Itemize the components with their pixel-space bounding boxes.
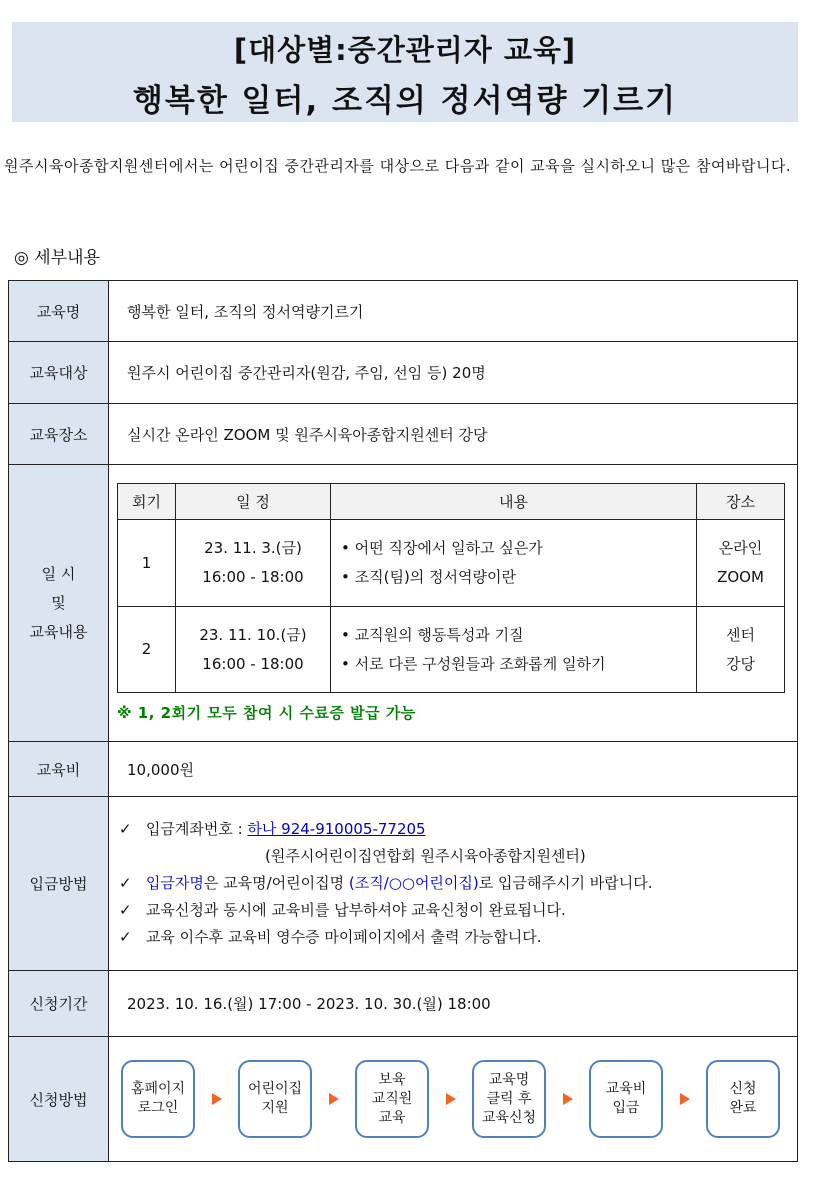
date-header: 일 정: [176, 484, 331, 520]
session-date: [176, 607, 331, 693]
session-content-item: • 조직(팀)의 정서역량이란: [341, 568, 516, 586]
check-icon: ✓: [119, 928, 132, 946]
session-content: [331, 520, 697, 607]
session-venue-line: 온라인: [718, 539, 763, 557]
title-banner: [12, 22, 798, 122]
session-venue: [697, 520, 785, 607]
schedule-label-line1: 일 시: [41, 564, 76, 583]
schedule-row: [118, 607, 785, 693]
application-steps: [109, 1060, 797, 1138]
venue-header: 장소: [697, 484, 785, 520]
target-value: 원주시 어린이집 중간관리자(원감, 주임, 선임 등) 20명: [109, 342, 798, 404]
schedule-label-line3: 교육내용: [29, 622, 88, 641]
row-payment: [9, 797, 798, 971]
row-method: [9, 1037, 798, 1162]
account-number-link[interactable]: 하나 924-910005-77205: [247, 820, 426, 838]
payment-deadline-text: 교육신청과 동시에 교육비를 납부하셔야 교육신청이 완료됩니다.: [145, 901, 566, 919]
check-icon: ✓: [119, 820, 132, 838]
arrow-right-icon: [563, 1093, 573, 1105]
session-content-item: • 어떤 직장에서 일하고 싶은가: [341, 539, 543, 557]
row-target: [9, 342, 798, 404]
session-time-line: 16:00 - 18:00: [202, 654, 304, 673]
session-number: 1: [118, 520, 176, 607]
session-time-line: 16:00 - 18:00: [202, 568, 304, 586]
account-prefix: 입금계좌번호 :: [145, 820, 248, 838]
check-icon: ✓: [119, 901, 132, 919]
step-daycare-support: 어린이집 지원: [238, 1060, 312, 1138]
row-course-name: [9, 281, 798, 342]
title-category: [대상별:중간관리자 교육]: [233, 33, 577, 67]
detail-table: [8, 280, 798, 1162]
step-fee-payment: 교육비 입금: [589, 1060, 663, 1138]
session-content-item: • 교직원의 행동특성과 기질: [341, 625, 524, 644]
place-value: 실시간 온라인 ZOOM 및 원주시육아종합지원센터 강당: [109, 404, 798, 465]
session-date-line: 23. 11. 3.(금): [204, 539, 302, 557]
check-icon: ✓: [119, 874, 132, 892]
certificate-note: ※ 1, 2회기 모두 참여 시 수료증 발급 가능: [117, 704, 416, 722]
payment-deadline-line: [119, 897, 796, 924]
arrow-right-icon: [329, 1093, 339, 1105]
arrow-right-icon: [446, 1093, 456, 1105]
account-holder: (원주시어린이집연합회 원주시육아종합지원센터): [265, 847, 586, 865]
fee-value: 10,000원: [109, 742, 798, 797]
receipt-line: [119, 924, 796, 951]
session-venue: [697, 607, 785, 693]
fee-label: 교육비: [9, 742, 109, 797]
step-course-apply: 교육명 클릭 후 교육신청: [472, 1060, 546, 1138]
period-value: 2023. 10. 16.(월) 17:00 - 2023. 10. 30.(월) 18:00: [109, 971, 798, 1037]
schedule-header-row: [118, 484, 785, 520]
receipt-text: 교육 이수후 교육비 영수증 마이페이지에서 출력 가능합니다.: [145, 928, 542, 946]
schedule-table: [117, 483, 785, 693]
row-period: [9, 971, 798, 1037]
schedule-label-line2: 및: [51, 593, 66, 612]
step-staff-education: 보육 교직원 교육: [355, 1060, 429, 1138]
row-schedule: [9, 465, 798, 742]
arrow-right-icon: [680, 1093, 690, 1105]
course-name-value: 행복한 일터, 조직의 정서역량기르기: [109, 281, 798, 342]
target-label: 교육대상: [9, 342, 109, 404]
payment-cell: [109, 797, 798, 971]
session-number: 2: [118, 607, 176, 693]
depositor-format: (조직/○○어린이집): [348, 874, 479, 892]
payment-label: 입금방법: [9, 797, 109, 971]
schedule-row: [118, 520, 785, 607]
intro-text: 원주시육아종합지원센터에서는 어린이집 중간관리자를 대상으로 다음과 같이 교육을 실시하오니 많은 참여바랍니다.: [4, 157, 792, 175]
course-name-label: 교육명: [9, 281, 109, 342]
page-title: 행복한 일터, 조직의 정서역량 기르기: [132, 83, 678, 119]
depositor-label: 입금자명: [145, 874, 204, 892]
row-fee: [9, 742, 798, 797]
period-label: 신청기간: [9, 971, 109, 1037]
account-line: [119, 816, 796, 843]
session-content: [331, 607, 697, 693]
row-place: [9, 404, 798, 465]
depositor-suffix: 로 입금해주시기 바랍니다.: [478, 874, 653, 892]
session-venue-line: ZOOM: [717, 568, 764, 586]
method-cell: [109, 1037, 798, 1162]
session-date-line: 23. 11. 10.(금): [199, 625, 307, 644]
schedule-label: [9, 465, 109, 742]
session-header: 회기: [118, 484, 176, 520]
method-label: 신청방법: [9, 1037, 109, 1162]
depositor-line: [119, 870, 796, 897]
step-login: 홈페이지 로그인: [121, 1060, 195, 1138]
section-title: ◎ 세부내용: [14, 248, 100, 268]
place-label: 교육장소: [9, 404, 109, 465]
session-date: [176, 520, 331, 607]
content-header: 내용: [331, 484, 697, 520]
arrow-right-icon: [212, 1093, 222, 1105]
schedule-cell: [109, 465, 798, 742]
session-content-item: • 서로 다른 구성원들과 조화롭게 일하기: [341, 654, 606, 673]
step-complete: 신청 완료: [706, 1060, 780, 1138]
session-venue-line: 강당: [726, 654, 755, 673]
depositor-mid: 은 교육명/어린이집명: [203, 874, 349, 892]
session-venue-line: 센터: [726, 625, 755, 644]
